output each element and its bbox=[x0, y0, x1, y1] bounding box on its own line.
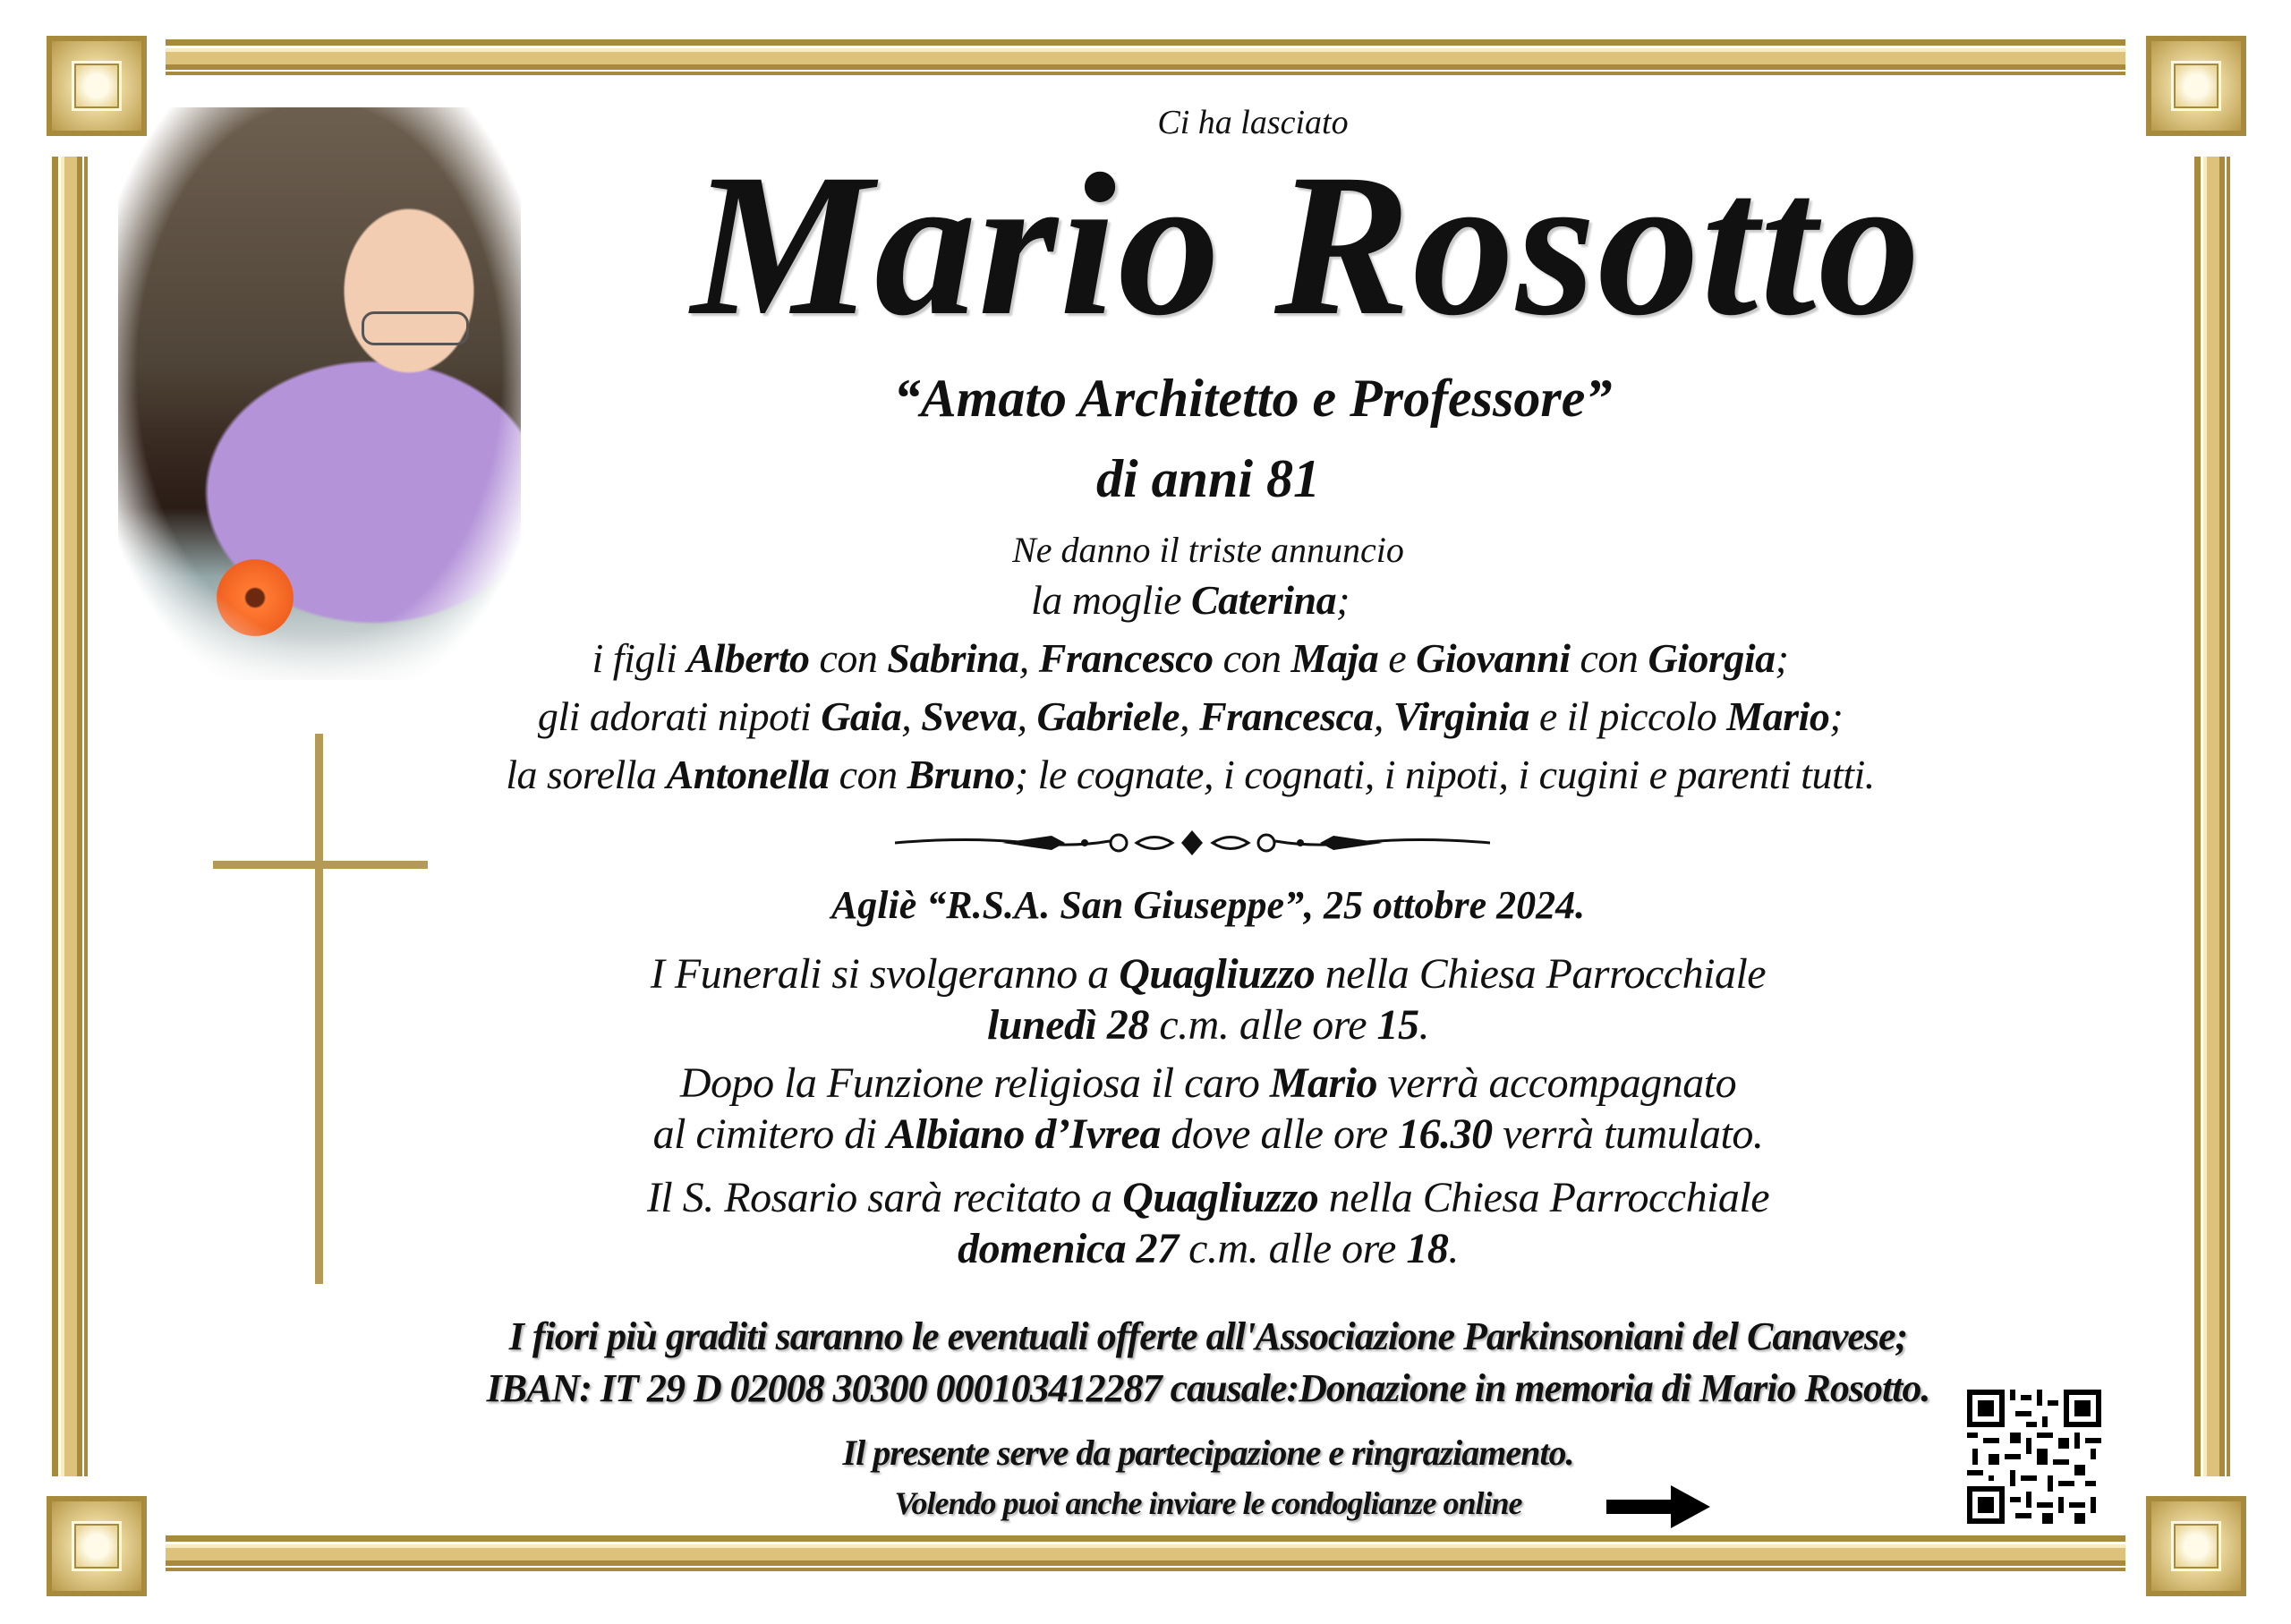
funeral-day: lunedì 28 bbox=[986, 1001, 1149, 1049]
partner-name: Sabrina bbox=[887, 635, 1019, 681]
cemetery-place: Albiano d’Ivrea bbox=[887, 1110, 1161, 1158]
text-segment: la sorella bbox=[506, 752, 667, 797]
frame-bottom-bar bbox=[166, 1535, 2125, 1571]
text-segment: I Funerali si svolgeranno a bbox=[650, 950, 1120, 998]
rosary-town: Quagliuzzo bbox=[1122, 1174, 1319, 1221]
grandchild-name: Sveva bbox=[921, 693, 1018, 739]
funeral-line-1 bbox=[447, 950, 1969, 998]
deceased-age: di anni 81 bbox=[1095, 449, 1321, 508]
text-segment: ; bbox=[1775, 635, 1789, 681]
text-segment: Il S. Rosario sarà recitato a bbox=[646, 1174, 1123, 1221]
right-arrow-icon bbox=[1606, 1484, 1710, 1530]
rosary-line-2 bbox=[447, 1225, 1969, 1272]
text-segment: , bbox=[1018, 635, 1039, 681]
text-segment: la moglie bbox=[1031, 577, 1191, 623]
frame-corner-bottom-right bbox=[2146, 1496, 2246, 1596]
text-segment: , bbox=[901, 693, 922, 739]
grandchild-name: Francesca bbox=[1199, 693, 1374, 739]
frame-right-bar bbox=[2194, 157, 2230, 1476]
text-segment: , bbox=[1180, 693, 1200, 739]
text-segment: c.m. alle ore bbox=[1178, 1225, 1407, 1272]
grandchild-name: Virginia bbox=[1392, 693, 1529, 739]
cross-horizontal-bar bbox=[213, 861, 428, 869]
text-segment: con bbox=[1213, 635, 1291, 681]
text-segment: al cimitero di bbox=[652, 1110, 888, 1158]
text-segment: ; bbox=[1829, 693, 1844, 739]
grandchild-name: Gaia bbox=[821, 693, 902, 739]
text-segment: i figli bbox=[592, 635, 687, 681]
partner-name: Maja bbox=[1290, 635, 1379, 681]
rosary-day: domenica 27 bbox=[958, 1225, 1179, 1272]
frame-top-bar bbox=[166, 39, 2125, 75]
child-name: Francesco bbox=[1038, 635, 1214, 681]
funeral-line-3 bbox=[447, 1059, 1969, 1107]
text-segment: . bbox=[1418, 1001, 1430, 1049]
online-condolences-note: Volendo puoi anche inviare le condoglianze online bbox=[894, 1485, 1522, 1521]
frame-corner-top-left bbox=[47, 36, 147, 136]
text-segment: nella Chiesa Parrocchiale bbox=[1318, 1174, 1770, 1221]
child-name: Alberto bbox=[686, 635, 810, 681]
frame-corner-top-right bbox=[2146, 36, 2246, 136]
deceased-first-name: Mario bbox=[1269, 1059, 1378, 1107]
flowers-note: I fiori più graditi saranno le eventuali offerte all'Associazione Parkinsoniani del Canavese; bbox=[508, 1314, 1908, 1358]
text-segment: Dopo la Funzione religiosa il caro bbox=[679, 1059, 1270, 1107]
rosary-line-1 bbox=[447, 1174, 1969, 1221]
announce-text: Ne danno il triste annuncio bbox=[1012, 530, 1404, 570]
text-segment: . bbox=[1448, 1225, 1459, 1272]
rosary-hour: 18 bbox=[1406, 1225, 1449, 1272]
family-line-wife bbox=[268, 577, 2112, 623]
funeral-hour: 15 bbox=[1376, 1001, 1419, 1049]
text-segment: nella Chiesa Parrocchiale bbox=[1315, 950, 1767, 998]
burial-hour: 16.30 bbox=[1398, 1110, 1493, 1158]
deceased-name: Mario Rosotto bbox=[691, 132, 1922, 358]
child-name: Giovanni bbox=[1416, 635, 1571, 681]
photo-glasses-detail bbox=[362, 311, 469, 345]
grandchild-name: Gabriele bbox=[1036, 693, 1180, 739]
text-segment: ; bbox=[1336, 577, 1350, 623]
family-line-sister bbox=[268, 754, 2112, 795]
wife-name: Caterina bbox=[1191, 577, 1337, 623]
intro-text: Ci ha lasciato bbox=[1157, 104, 1349, 141]
iban-note: IBAN: IT 29 D 02008 30300 000103412287 causale:Donazione in memoria di Mario Rosotto. bbox=[486, 1366, 1930, 1410]
text-segment: e il piccolo bbox=[1529, 693, 1727, 739]
family-line-grandchildren bbox=[268, 693, 2112, 739]
funeral-town: Quagliuzzo bbox=[1119, 950, 1316, 998]
sister-name: Antonella bbox=[666, 752, 830, 797]
text-segment: ; le cognate, i cognati, i nipoti, i cugini e parenti tutti. bbox=[1014, 752, 1875, 797]
grandchild-name: Mario bbox=[1726, 693, 1830, 739]
funeral-line-4 bbox=[447, 1110, 1969, 1158]
text-segment: , bbox=[1017, 693, 1037, 739]
text-segment: con bbox=[809, 635, 888, 681]
frame-left-bar bbox=[52, 157, 88, 1476]
cross-vertical-bar bbox=[315, 734, 323, 1284]
family-line-children bbox=[268, 635, 2112, 681]
sister-partner-name: Bruno bbox=[907, 752, 1015, 797]
thanks-note: Il presente serve da partecipazione e ringraziamento. bbox=[842, 1433, 1574, 1473]
text-segment: gli adorati nipoti bbox=[537, 693, 822, 739]
text-segment: dove alle ore bbox=[1160, 1110, 1399, 1158]
text-segment: , bbox=[1373, 693, 1393, 739]
text-segment: verrà accompagnato bbox=[1377, 1059, 1737, 1107]
qr-code-icon[interactable] bbox=[1967, 1390, 2101, 1524]
text-segment: verrà tumulato. bbox=[1492, 1110, 1764, 1158]
text-segment: con bbox=[1570, 635, 1648, 681]
text-segment: e bbox=[1378, 635, 1417, 681]
partner-name: Giorgia bbox=[1648, 635, 1776, 681]
deceased-title: “Amato Architetto e Professore” bbox=[893, 369, 1613, 428]
funeral-line-2 bbox=[447, 1001, 1969, 1049]
frame-corner-bottom-left bbox=[47, 1496, 147, 1596]
place-date: Agliè “R.S.A. San Giuseppe”, 25 ottobre 2024. bbox=[830, 883, 1586, 927]
text-segment: con bbox=[829, 752, 907, 797]
text-segment: c.m. alle ore bbox=[1148, 1001, 1377, 1049]
divider-flourish-icon bbox=[895, 828, 1490, 858]
